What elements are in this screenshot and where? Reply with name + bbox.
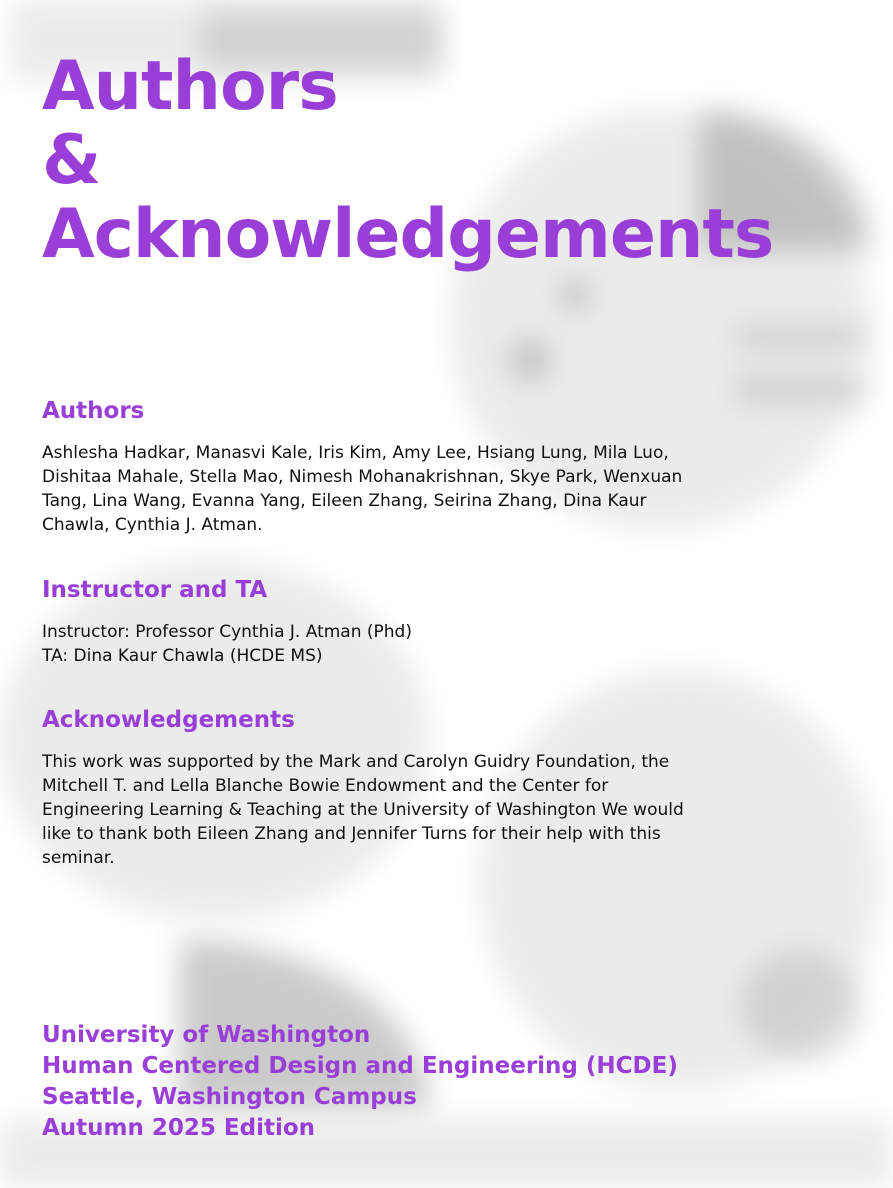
ta-line: TA: Dina Kaur Chawla (HCDE MS)	[42, 646, 323, 666]
instructor-heading: Instructor and TA	[42, 577, 268, 603]
title-line-ampersand: &	[42, 121, 101, 200]
footer-edition: Autumn 2025 Edition	[42, 1115, 316, 1141]
instructor-line: Instructor: Professor Cynthia J. Atman (Phd)	[42, 622, 412, 642]
footer-department: Human Centered Design and Engineering (HCDE)	[42, 1053, 678, 1079]
instructor-info	[42, 620, 692, 668]
acknowledgements-text: This work was supported by the Mark and Carolyn Guidry Foundation, the Mitchell T. and Lella Blanche Bowie Endowment and the Center for Engineering Learning & Teaching at the University of Washington We would like to thank both Eileen Zhang and Jennifer Turns for their help with this seminar.	[42, 752, 684, 868]
footer-campus: Seattle, Washington Campus	[42, 1084, 417, 1110]
title-line-authors: Authors	[42, 47, 338, 126]
authors-heading: Authors	[42, 398, 145, 424]
title-line-acknowledgements: Acknowledgements	[42, 195, 774, 274]
page-title	[42, 47, 774, 274]
institution-footer	[42, 1020, 678, 1144]
acknowledgements-heading: Acknowledgements	[42, 707, 295, 733]
authors-list: Ashlesha Hadkar, Manasvi Kale, Iris Kim, Amy Lee, Hsiang Lung, Mila Luo, Dishitaa Mahale, Stella Mao, Nimesh Mohanakrishnan, Skye Park, Wenxuan Tang, Lina Wang, Evanna Yang, Eileen Zhang, Seirina Zhang, Dina Kaur Chawla, Cynthia J. Atman.	[42, 443, 683, 535]
footer-university: University of Washington	[42, 1022, 371, 1048]
